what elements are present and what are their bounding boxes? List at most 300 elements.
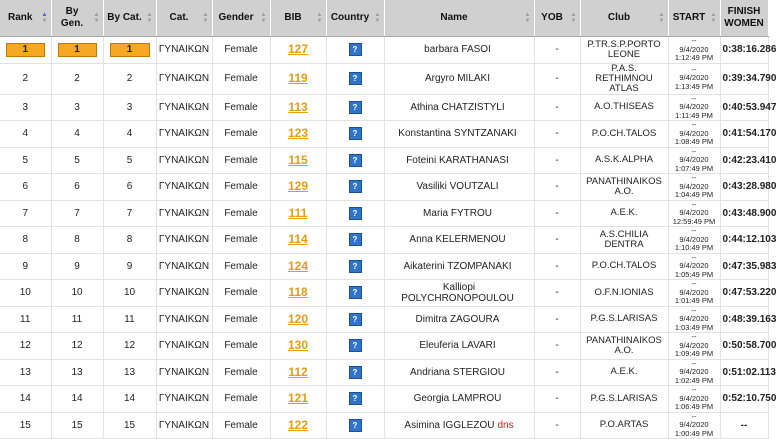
yob-cell: - — [534, 200, 580, 227]
col-bib-label: BIB — [284, 12, 302, 23]
category-cell: ΓΥΝΑΙΚΩΝ — [156, 306, 212, 333]
start-dash: -- — [691, 93, 697, 103]
gender-cell: Female — [212, 121, 270, 148]
by-gen-cell: 11 — [51, 306, 103, 333]
start-dash: -- — [691, 279, 697, 288]
table-row[interactable] — [0, 359, 768, 386]
by-gen-cell: 3 — [51, 94, 103, 121]
col-yob-header[interactable] — [534, 0, 580, 37]
yob-cell: - — [534, 174, 580, 201]
unknown-flag-icon: ? — [349, 339, 362, 352]
table-row[interactable] — [0, 253, 768, 280]
gender-cell: Female — [212, 200, 270, 227]
col-bib-header[interactable] — [270, 0, 326, 37]
yob-cell: - — [534, 121, 580, 148]
country-cell — [326, 412, 384, 439]
rank-cell: 9 — [0, 253, 51, 280]
club-cell: O.F.N.IONIAS — [580, 280, 668, 307]
bib-cell — [270, 306, 326, 333]
category-cell: ΓΥΝΑΙΚΩΝ — [156, 63, 212, 94]
bib-link[interactable]: 118 — [288, 285, 308, 300]
yob-cell: - — [534, 63, 580, 94]
athlete-name: Foteini KARATHANASI — [406, 154, 509, 166]
col-cat-header[interactable] — [156, 0, 212, 37]
table-row[interactable] — [0, 94, 768, 121]
name-cell — [384, 280, 534, 307]
by-cat-cell: 15 — [103, 412, 156, 439]
by-cat-cell: 4 — [103, 121, 156, 148]
club-cell: P.O.CH.TALOS — [580, 121, 668, 148]
bib-link[interactable]: 129 — [287, 179, 309, 194]
yob-cell: - — [534, 412, 580, 439]
bib-link[interactable]: 121 — [287, 391, 309, 406]
start-dash: -- — [691, 252, 697, 262]
bib-cell — [270, 227, 326, 254]
results-body — [0, 36, 776, 439]
by-cat-cell: 8 — [103, 227, 156, 254]
start-time: 9/4/2020 1:11:49 PM — [675, 102, 713, 120]
sort-icon: ▲ ▼ — [146, 12, 153, 24]
table-row[interactable] — [0, 227, 768, 254]
name-cell — [384, 359, 534, 386]
category-cell: ΓΥΝΑΙΚΩΝ — [156, 359, 212, 386]
gender-cell: Female — [212, 37, 270, 64]
start-dash: -- — [691, 64, 697, 74]
unknown-flag-icon: ? — [349, 233, 362, 246]
category-cell: ΓΥΝΑΙΚΩΝ — [156, 37, 212, 64]
yob-cell: - — [534, 253, 580, 280]
by-gen-cell: 8 — [51, 227, 103, 254]
club-cell: P.A.S. RETHIMNOU ATLAS — [580, 63, 668, 94]
name-cell — [384, 386, 534, 413]
col-gender-label: Gender — [218, 12, 254, 23]
finish-time: 0:41:54.170 — [720, 121, 768, 148]
col-start-header[interactable] — [668, 0, 720, 37]
bib-link[interactable]: 124 — [287, 258, 309, 273]
name-cell — [384, 147, 534, 174]
col-yob-label: YOB — [541, 12, 563, 23]
country-cell — [326, 37, 384, 64]
country-cell — [326, 174, 384, 201]
athlete-name: Athina CHATZISTYLI — [410, 101, 505, 113]
dns-badge: dns — [497, 419, 514, 431]
club-cell: P.O.ARTAS — [580, 412, 668, 439]
country-cell — [326, 359, 384, 386]
country-cell — [326, 386, 384, 413]
rank-cell: 14 — [0, 386, 51, 413]
rank-cell: 13 — [0, 359, 51, 386]
start-dash: -- — [691, 385, 697, 394]
club-cell: P.O.CH.TALOS — [580, 253, 668, 280]
finish-time: 0:52:10.750 — [720, 386, 768, 413]
category-cell: ΓΥΝΑΙΚΩΝ — [156, 94, 212, 121]
athlete-name: Konstantina SYNTZANAKI — [398, 128, 517, 140]
rank-cell: 11 — [0, 306, 51, 333]
finish-time: 0:40:53.947 — [720, 94, 768, 121]
country-cell — [326, 94, 384, 121]
bib-cell — [270, 280, 326, 307]
table-row[interactable] — [0, 147, 768, 174]
country-cell — [326, 227, 384, 254]
by-gen-cell — [51, 37, 103, 64]
start-dash: -- — [691, 411, 697, 421]
rank-cell: 4 — [0, 121, 51, 148]
table-row[interactable] — [0, 121, 768, 148]
start-dash: -- — [691, 332, 697, 341]
sort-icon: ▲ ▼ — [570, 12, 577, 24]
start-dash: -- — [691, 146, 697, 156]
yob-cell: - — [534, 306, 580, 333]
yob-cell: - — [534, 147, 580, 174]
bib-cell — [270, 359, 326, 386]
country-cell — [326, 333, 384, 360]
unknown-flag-icon: ? — [349, 207, 362, 220]
finish-time: 0:42:23.410 — [720, 147, 768, 174]
bib-cell — [270, 63, 326, 94]
finish-time: 0:47:53.220 — [720, 280, 768, 307]
by-cat-cell: 9 — [103, 253, 156, 280]
start-cell — [668, 63, 720, 94]
start-dash: -- — [691, 226, 697, 235]
col-by-gen-header[interactable] — [51, 0, 103, 37]
start-cell — [668, 412, 720, 439]
finish-time: 0:38:16.286 — [720, 37, 768, 64]
gender-cell: Female — [212, 386, 270, 413]
athlete-name: Andriana STERGIOU — [409, 366, 506, 378]
table-row[interactable] — [0, 412, 768, 439]
yob-cell: - — [534, 359, 580, 386]
by-cat-cell: 13 — [103, 359, 156, 386]
rank-cell: 3 — [0, 94, 51, 121]
rank-cell: 5 — [0, 147, 51, 174]
name-cell — [384, 306, 534, 333]
club-cell: A.E.K. — [580, 359, 668, 386]
category-cell: ΓΥΝΑΙΚΩΝ — [156, 333, 212, 360]
rank-cell: 7 — [0, 200, 51, 227]
table-row[interactable] — [0, 333, 768, 360]
table-row[interactable] — [0, 386, 768, 413]
unknown-flag-icon: ? — [349, 313, 362, 326]
name-cell — [384, 174, 534, 201]
start-cell — [668, 227, 720, 254]
yob-cell: - — [534, 37, 580, 64]
rank-cell: 6 — [0, 174, 51, 201]
by-cat-cell: 11 — [103, 306, 156, 333]
gender-cell: Female — [212, 94, 270, 121]
col-country-label: Country — [330, 12, 370, 23]
sort-icon: ▲ ▼ — [374, 12, 381, 24]
yob-cell: - — [534, 94, 580, 121]
col-club-header[interactable] — [580, 0, 668, 37]
rank-cell: 15 — [0, 412, 51, 439]
category-cell: ΓΥΝΑΙΚΩΝ — [156, 121, 212, 148]
category-cell: ΓΥΝΑΙΚΩΝ — [156, 386, 212, 413]
bib-cell — [270, 37, 326, 64]
start-dash: -- — [691, 358, 697, 368]
club-cell: A.O.THISEAS — [580, 94, 668, 121]
rank-cell: 10 — [0, 280, 51, 307]
start-dash: -- — [691, 120, 697, 129]
start-cell — [668, 306, 720, 333]
rank-cell: 8 — [0, 227, 51, 254]
country-cell — [326, 147, 384, 174]
start-time: 9/4/2020 1:09:49 PM — [674, 340, 714, 358]
category-cell: ΓΥΝΑΙΚΩΝ — [156, 147, 212, 174]
start-dash: -- — [691, 173, 697, 182]
col-start-label: START — [672, 12, 706, 23]
start-dash: -- — [691, 199, 697, 209]
start-time: 9/4/2020 12:59:49 PM — [672, 208, 716, 226]
col-rank-label: Rank — [8, 12, 33, 23]
start-time: 9/4/2020 1:10:49 PM — [674, 234, 714, 252]
start-time: 9/4/2020 1:07:49 PM — [674, 155, 714, 173]
sort-icon: ▲ ▼ — [93, 12, 100, 24]
start-time: 9/4/2020 1:06:49 PM — [674, 393, 714, 411]
club-cell: A.S.K.ALPHA — [580, 147, 668, 174]
start-time: 9/4/2020 1:13:49 PM — [674, 73, 714, 91]
start-cell — [668, 386, 720, 413]
start-cell — [668, 174, 720, 201]
unknown-flag-icon: ? — [349, 286, 362, 299]
start-cell — [668, 200, 720, 227]
gender-cell: Female — [212, 63, 270, 94]
unknown-flag-icon: ? — [349, 180, 362, 193]
yob-cell: - — [534, 386, 580, 413]
finish-time: 0:44:12.103 — [720, 227, 768, 254]
table-row[interactable] — [0, 63, 768, 94]
by-cat-cell: 10 — [103, 280, 156, 307]
by-gen-cell: 12 — [51, 333, 103, 360]
yob-cell: - — [534, 227, 580, 254]
unknown-flag-icon: ? — [349, 419, 362, 432]
col-finish-header[interactable] — [720, 0, 768, 37]
bib-cell — [270, 200, 326, 227]
by-gen-cell: 2 — [51, 63, 103, 94]
by-gen-cell-highlight: 1 — [58, 43, 97, 57]
start-cell — [668, 359, 720, 386]
club-cell: A.E.K. — [580, 200, 668, 227]
by-gen-cell: 6 — [51, 174, 103, 201]
unknown-flag-icon: ? — [349, 72, 362, 85]
sort-icon: ▲ ▼ — [710, 12, 717, 24]
start-cell — [668, 37, 720, 64]
finish-time: 0:43:28.980 — [720, 174, 768, 201]
col-rank-header[interactable] — [0, 0, 51, 37]
athlete-name: Asimina IGGLEZOU — [404, 419, 495, 431]
start-dash: -- — [691, 305, 697, 315]
country-cell — [326, 306, 384, 333]
col-finish-label: FINISH WOMEN — [724, 6, 764, 29]
bib-cell — [270, 147, 326, 174]
by-gen-cell: 15 — [51, 412, 103, 439]
start-cell — [668, 121, 720, 148]
sort-icon: ▲ ▼ — [41, 12, 48, 24]
by-cat-cell: 14 — [103, 386, 156, 413]
start-dash: -- — [691, 36, 697, 45]
bib-cell — [270, 121, 326, 148]
category-cell: ΓΥΝΑΙΚΩΝ — [156, 280, 212, 307]
header-row — [0, 0, 768, 37]
gender-cell: Female — [212, 280, 270, 307]
by-cat-cell: 5 — [103, 147, 156, 174]
finish-time: 0:39:34.790 — [720, 63, 768, 94]
athlete-name: Maria FYTROU — [423, 207, 492, 219]
start-time: 9/4/2020 1:05:49 PM — [674, 261, 714, 279]
col-gender-header[interactable] — [212, 0, 270, 37]
unknown-flag-icon: ? — [349, 43, 362, 56]
rank-cell — [0, 37, 51, 64]
unknown-flag-icon: ? — [349, 260, 362, 273]
bib-link[interactable]: 120 — [287, 311, 309, 326]
category-cell: ΓΥΝΑΙΚΩΝ — [156, 253, 212, 280]
col-country-header[interactable] — [326, 0, 384, 37]
name-cell — [384, 253, 534, 280]
category-cell: ΓΥΝΑΙΚΩΝ — [156, 200, 212, 227]
athlete-name: Aikaterini TZOMPANAKI — [403, 260, 512, 272]
finish-time: 0:48:39.163 — [720, 306, 768, 333]
by-gen-cell: 5 — [51, 147, 103, 174]
category-cell: ΓΥΝΑΙΚΩΝ — [156, 227, 212, 254]
bib-link[interactable]: 122 — [287, 417, 309, 432]
by-cat-cell: 6 — [103, 174, 156, 201]
bib-link[interactable]: 119 — [288, 71, 308, 85]
unknown-flag-icon: ? — [349, 154, 362, 167]
club-cell: PANATHINAIKOS A.O. — [580, 333, 668, 360]
gender-cell: Female — [212, 147, 270, 174]
by-gen-cell: 10 — [51, 280, 103, 307]
table-row[interactable] — [0, 174, 768, 201]
col-club-label: Club — [607, 12, 631, 23]
finish-time: 0:51:02.113 — [720, 359, 768, 386]
sort-icon: ▲ ▼ — [524, 12, 531, 24]
sort-icon: ▲ ▼ — [316, 12, 323, 24]
start-time: 9/4/2020 1:04:49 PM — [674, 181, 714, 199]
finish-time: 0:50:58.700 — [720, 333, 768, 360]
start-time: 9/4/2020 1:03:49 PM — [674, 314, 714, 332]
name-cell — [384, 121, 534, 148]
sort-icon: ▲ ▼ — [260, 12, 267, 24]
by-cat-cell: 2 — [103, 63, 156, 94]
gender-cell: Female — [212, 174, 270, 201]
name-cell — [384, 227, 534, 254]
bib-link[interactable]: 111 — [288, 205, 308, 220]
start-cell — [668, 280, 720, 307]
bib-cell — [270, 253, 326, 280]
by-gen-cell: 7 — [51, 200, 103, 227]
yob-cell: - — [534, 333, 580, 360]
by-cat-cell: 12 — [103, 333, 156, 360]
athlete-name: Eleuferia LAVARI — [419, 340, 496, 352]
table-row[interactable] — [0, 200, 768, 227]
bib-link[interactable]: 130 — [287, 338, 309, 353]
rank-cell: 12 — [0, 333, 51, 360]
start-cell — [668, 147, 720, 174]
sort-icon: ▲ ▼ — [202, 12, 209, 24]
start-cell — [668, 333, 720, 360]
finish-time: 0:47:35.983 — [720, 253, 768, 280]
country-cell — [326, 121, 384, 148]
col-by-cat-label: By Cat. — [107, 12, 142, 23]
unknown-flag-icon: ? — [349, 366, 362, 379]
bib-link[interactable]: 113 — [288, 99, 308, 114]
finish-time: -- — [720, 412, 768, 439]
country-cell — [326, 63, 384, 94]
name-cell — [384, 333, 534, 360]
gender-cell: Female — [212, 359, 270, 386]
gender-cell: Female — [212, 227, 270, 254]
bib-link[interactable]: 123 — [287, 126, 309, 141]
name-cell — [384, 200, 534, 227]
name-cell — [384, 37, 534, 64]
table-row[interactable] — [0, 280, 768, 307]
athlete-name: Dimitra ZAGOURA — [415, 313, 500, 325]
unknown-flag-icon: ? — [349, 101, 362, 114]
by-gen-cell: 13 — [51, 359, 103, 386]
bib-link[interactable]: 114 — [288, 232, 308, 247]
by-gen-cell: 14 — [51, 386, 103, 413]
bib-cell — [270, 94, 326, 121]
by-gen-cell: 9 — [51, 253, 103, 280]
bib-cell — [270, 174, 326, 201]
bib-link[interactable]: 127 — [287, 42, 309, 57]
col-by-cat-header[interactable] — [103, 0, 156, 37]
category-cell: ΓΥΝΑΙΚΩΝ — [156, 412, 212, 439]
rank-cell: 2 — [0, 63, 51, 94]
start-time: 9/4/2020 1:01:49 PM — [674, 287, 714, 305]
start-time: 9/4/2020 1:02:49 PM — [674, 367, 714, 385]
name-cell — [384, 94, 534, 121]
name-cell — [384, 412, 534, 439]
by-gen-cell: 4 — [51, 121, 103, 148]
category-cell: ΓΥΝΑΙΚΩΝ — [156, 174, 212, 201]
athlete-name: Vasiliki VOUTZALI — [416, 181, 499, 193]
bib-cell — [270, 386, 326, 413]
athlete-name: Georgia LAMPROU — [413, 393, 502, 405]
col-cat-label: Cat. — [169, 12, 189, 23]
athlete-name: Kalliopi POLYCHRONOPOULOU — [401, 281, 514, 304]
athlete-name: Anna KELERMENOU — [409, 234, 506, 246]
country-cell — [326, 280, 384, 307]
country-cell — [326, 200, 384, 227]
by-cat-cell: 3 — [103, 94, 156, 121]
club-cell: A.S.CHILIA DENTRA — [580, 227, 668, 254]
unknown-flag-icon: ? — [349, 127, 362, 140]
bib-link[interactable]: 115 — [288, 152, 308, 167]
country-cell — [326, 253, 384, 280]
name-cell — [384, 63, 534, 94]
athlete-name: Argyro MILAKI — [424, 73, 491, 84]
start-cell — [668, 253, 720, 280]
gender-cell: Female — [212, 412, 270, 439]
club-cell: PANATHINAIKOS A.O. — [580, 174, 668, 201]
bib-link[interactable]: 112 — [288, 364, 308, 379]
table-row[interactable] — [0, 37, 768, 64]
club-cell: P.G.S.LARISAS — [580, 306, 668, 333]
start-time: 9/4/2020 1:00:49 PM — [674, 420, 714, 438]
by-cat-cell — [103, 37, 156, 64]
sort-icon: ▲ ▼ — [658, 12, 665, 24]
athlete-name: barbara FASOI — [424, 44, 491, 56]
col-name-header[interactable] — [384, 0, 534, 37]
start-cell — [668, 94, 720, 121]
club-cell: P.G.S.LARISAS — [580, 386, 668, 413]
bib-cell — [270, 412, 326, 439]
table-row[interactable] — [0, 306, 768, 333]
rank-cell-highlight: 1 — [6, 43, 45, 57]
by-cat-cell: 7 — [103, 200, 156, 227]
start-time: 9/4/2020 1:08:49 PM — [674, 128, 714, 146]
gender-cell: Female — [212, 306, 270, 333]
